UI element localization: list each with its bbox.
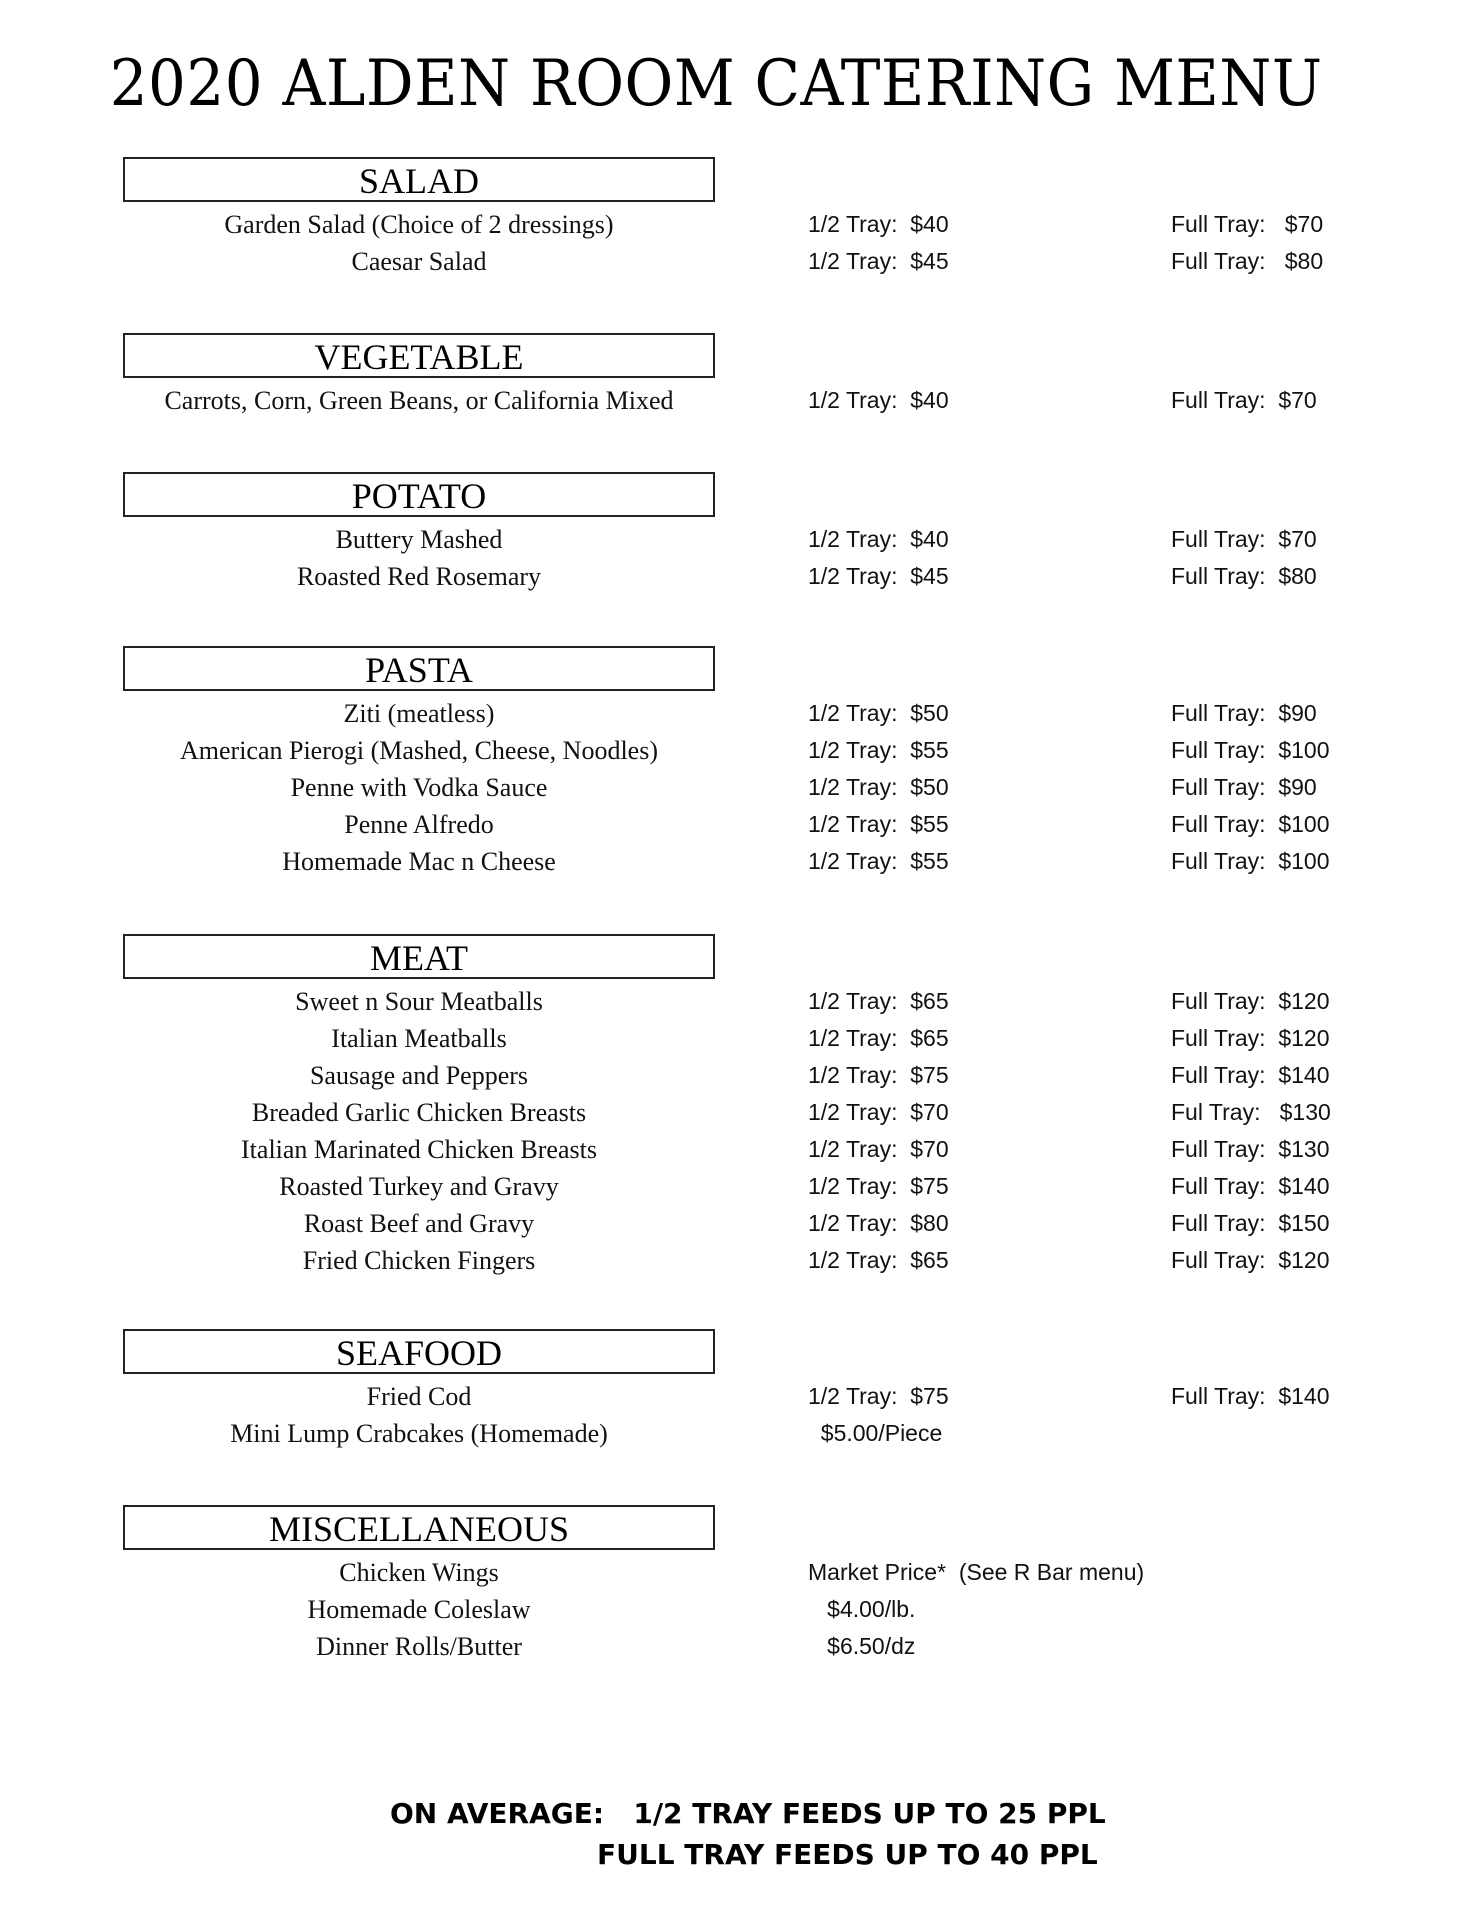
item-name: Homemade Mac n Cheese <box>282 847 556 876</box>
unit-price: $6.50/dz <box>808 1633 916 1659</box>
half-tray-price: 1/2 Tray: $45 <box>808 563 949 589</box>
full-tray-price: Full Tray: $100 <box>1171 848 1330 874</box>
half-tray-price: 1/2 Tray: $50 <box>808 774 949 800</box>
menu-row <box>0 1205 1484 1242</box>
full-tray-price: Full Tray: $130 <box>1171 1136 1330 1162</box>
full-tray-price: Full Tray: $120 <box>1171 988 1330 1014</box>
item-name: Garden Salad (Choice of 2 dressings) <box>224 210 614 239</box>
menu-row <box>0 806 1484 843</box>
item-name: Penne with Vodka Sauce <box>290 773 548 802</box>
full-tray-price: Full Tray: $120 <box>1171 1025 1330 1051</box>
item-name: Fried Chicken Fingers <box>302 1246 536 1275</box>
section-header: POTATO <box>123 472 715 517</box>
section-header: MEAT <box>123 934 715 979</box>
full-tray-price: Full Tray: $90 <box>1171 700 1317 726</box>
half-tray-price: 1/2 Tray: $65 <box>808 1247 949 1273</box>
item-name: Breaded Garlic Chicken Breasts <box>251 1098 587 1127</box>
full-tray-price: Full Tray: $90 <box>1171 774 1317 800</box>
full-tray-price: Full Tray: $150 <box>1171 1210 1330 1236</box>
menu-row <box>0 243 1484 280</box>
half-tray-price: 1/2 Tray: $50 <box>808 700 949 726</box>
half-tray-price: 1/2 Tray: $75 <box>808 1062 949 1088</box>
menu-row <box>0 1057 1484 1094</box>
half-tray-price: 1/2 Tray: $75 <box>808 1383 949 1409</box>
full-tray-price: Full Tray: $80 <box>1171 563 1317 589</box>
menu-row <box>0 1242 1484 1279</box>
item-name: American Pierogi (Mashed, Cheese, Noodles) <box>180 736 658 765</box>
full-tray-price: Ful Tray: $130 <box>1171 1099 1331 1125</box>
item-name: Chicken Wings <box>339 1558 499 1587</box>
section-header: SALAD <box>123 157 715 202</box>
half-tray-price: 1/2 Tray: $40 <box>808 526 949 552</box>
half-tray-price: 1/2 Tray: $65 <box>808 1025 949 1051</box>
item-name: Homemade Coleslaw <box>307 1595 531 1624</box>
full-tray-price: Full Tray: $70 <box>1171 526 1317 552</box>
menu-row <box>0 1415 1484 1452</box>
menu-row <box>0 1628 1484 1665</box>
full-tray-price: Full Tray: $100 <box>1171 737 1330 763</box>
full-tray-price: Full Tray: $100 <box>1171 811 1330 837</box>
unit-price: $5.00/Piece <box>808 1420 943 1446</box>
menu-row <box>0 1094 1484 1131</box>
menu-row <box>0 1554 1484 1591</box>
half-tray-price: 1/2 Tray: $40 <box>808 211 949 237</box>
menu-row <box>0 1168 1484 1205</box>
menu-row <box>0 1131 1484 1168</box>
item-name: Buttery Mashed <box>335 525 503 554</box>
full-tray-price: Full Tray: $70 <box>1171 211 1324 237</box>
unit-price: $4.00/lb. <box>808 1596 916 1622</box>
full-tray-price: Full Tray: $140 <box>1171 1062 1330 1088</box>
half-tray-price: 1/2 Tray: $40 <box>808 387 949 413</box>
item-name: Caesar Salad <box>351 247 487 276</box>
menu-row <box>0 695 1484 732</box>
half-tray-price: 1/2 Tray: $70 <box>808 1136 949 1162</box>
section-header: PASTA <box>123 646 715 691</box>
full-tray-price: Full Tray: $120 <box>1171 1247 1330 1273</box>
item-name: Sweet n Sour Meatballs <box>295 987 543 1016</box>
menu-row <box>0 1020 1484 1057</box>
menu-row <box>0 843 1484 880</box>
full-tray-price: Full Tray: $80 <box>1171 248 1324 274</box>
half-tray-price: 1/2 Tray: $45 <box>808 248 949 274</box>
menu-row <box>0 558 1484 595</box>
menu-row <box>0 769 1484 806</box>
item-name: Penne Alfredo <box>344 810 494 839</box>
section-header: SEAFOOD <box>123 1329 715 1374</box>
menu-row <box>0 1378 1484 1415</box>
item-name: Fried Cod <box>366 1382 472 1411</box>
item-name: Sausage and Peppers <box>309 1061 529 1090</box>
item-name: Italian Marinated Chicken Breasts <box>241 1135 597 1164</box>
half-tray-price: 1/2 Tray: $55 <box>808 737 949 763</box>
section-header: VEGETABLE <box>123 333 715 378</box>
half-tray-price: 1/2 Tray: $80 <box>808 1210 949 1236</box>
half-tray-price: 1/2 Tray: $65 <box>808 988 949 1014</box>
item-name: Roasted Red Rosemary <box>296 562 542 591</box>
menu-row <box>0 732 1484 769</box>
footer-note-half-tray: ON AVERAGE: 1/2 TRAY FEEDS UP TO 25 PPL <box>390 1797 1106 1830</box>
full-tray-price: Full Tray: $70 <box>1171 387 1317 413</box>
half-tray-price: 1/2 Tray: $55 <box>808 848 949 874</box>
half-tray-price: 1/2 Tray: $55 <box>808 811 949 837</box>
item-name: Italian Meatballs <box>331 1024 507 1053</box>
item-name: Dinner Rolls/Butter <box>316 1632 522 1661</box>
menu-row <box>0 206 1484 243</box>
item-name: Mini Lump Crabcakes (Homemade) <box>230 1419 608 1448</box>
full-tray-price: Full Tray: $140 <box>1171 1383 1330 1409</box>
item-name: Roasted Turkey and Gravy <box>279 1172 559 1201</box>
menu-row <box>0 1591 1484 1628</box>
item-name: Roast Beef and Gravy <box>303 1209 535 1238</box>
item-name: Carrots, Corn, Green Beans, or California Mixed <box>164 386 674 415</box>
menu-row <box>0 382 1484 419</box>
full-tray-price: Full Tray: $140 <box>1171 1173 1330 1199</box>
half-tray-price: 1/2 Tray: $70 <box>808 1099 949 1125</box>
menu-row <box>0 521 1484 558</box>
section-header: MISCELLANEOUS <box>123 1505 715 1550</box>
unit-price: Market Price* (See R Bar menu) <box>808 1559 1145 1585</box>
menu-row <box>0 983 1484 1020</box>
half-tray-price: 1/2 Tray: $75 <box>808 1173 949 1199</box>
page-title: 2020 ALDEN ROOM CATERING MENU <box>109 47 1323 121</box>
item-name: Ziti (meatless) <box>343 699 495 728</box>
footer-note-full-tray: FULL TRAY FEEDS UP TO 40 PPL <box>597 1838 1098 1871</box>
